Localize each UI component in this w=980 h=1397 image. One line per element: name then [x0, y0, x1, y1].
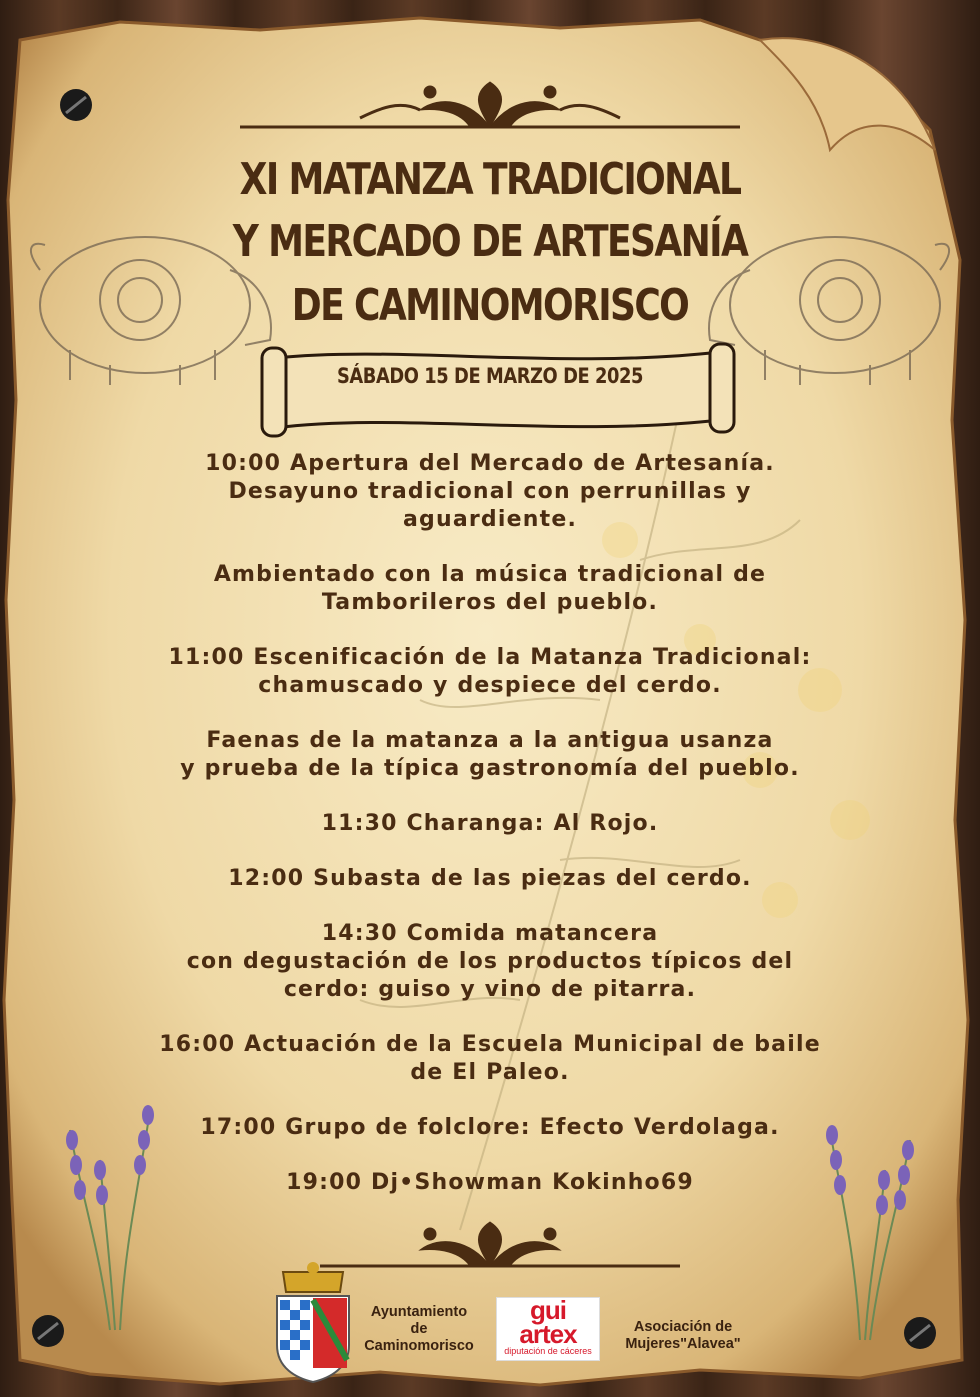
schedule-line: 19:00 Dj•Showman Kokinho69: [286, 1170, 694, 1195]
guiartex-line: gui: [530, 1295, 566, 1325]
schedule-item: [60, 727, 920, 783]
schedule-item: [60, 644, 920, 700]
title-line-2: Y MERCADO DE ARTESANÍA: [232, 216, 748, 267]
schedule-line: 11:00 Escenificación de la Matanza Tradicional:: [168, 645, 812, 670]
ayuntamiento-line: Caminomorisco: [364, 1338, 474, 1354]
schedule-item: [60, 920, 920, 1004]
guiartex-logo: [496, 1297, 600, 1361]
schedule-line: con degustación de los productos típicos del: [186, 949, 794, 974]
asociacion-label: [604, 1319, 762, 1353]
guiartex-wordmark: [497, 1295, 599, 1349]
title-line-3: DE CAMINOMORISCO: [291, 280, 689, 331]
asociacion-line: Mujeres"Alavea": [625, 1336, 741, 1352]
schedule-item: [60, 865, 920, 893]
schedule-line: Desayuno tradicional con perrunillas y: [228, 479, 752, 504]
ayuntamiento-label: [346, 1304, 492, 1355]
schedule-line: aguardiente.: [402, 507, 578, 532]
asociacion-line: Asociación de: [633, 1319, 733, 1335]
schedule-line: cerdo: guiso y vino de pitarra.: [283, 977, 697, 1002]
schedule-line: 17:00 Grupo de folclore: Efecto Verdolaga.: [200, 1115, 780, 1140]
schedule-line: 12:00 Subasta de las piezas del cerdo.: [228, 866, 752, 891]
crest-icon: [277, 1262, 349, 1382]
schedule-item: [60, 810, 920, 838]
guiartex-line: artex: [519, 1319, 577, 1349]
schedule-item: [60, 1169, 920, 1197]
ayuntamiento-line: de: [410, 1321, 428, 1337]
event-date: SÁBADO 15 DE MARZO DE 2025: [336, 364, 644, 388]
title-line-1: XI MATANZA TRADICIONAL: [239, 154, 741, 205]
schedule-item: [60, 1031, 920, 1087]
schedule-line: 11:30 Charanga: Al Rojo.: [321, 811, 659, 836]
schedule-line: 14:30 Comida matancera: [321, 921, 659, 946]
schedule-item: [60, 561, 920, 617]
schedule-line: 16:00 Actuación de la Escuela Municipal de baile: [159, 1032, 821, 1057]
scroll-banner-icon: [262, 344, 734, 436]
schedule-line: Tamborileros del pueblo.: [321, 590, 659, 615]
schedule-line: 10:00 Apertura del Mercado de Artesanía.: [205, 451, 775, 476]
schedule-line: Faenas de la matanza a la antigua usanza: [206, 728, 774, 753]
schedule-line: de El Paleo.: [410, 1060, 570, 1085]
schedule-item: [60, 1114, 920, 1142]
schedule-line: Ambientado con la música tradicional de: [213, 562, 767, 587]
schedule-line: chamuscado y despiece del cerdo.: [258, 673, 722, 698]
schedule-item: [60, 450, 920, 534]
schedule: [60, 450, 920, 1224]
schedule-line: y prueba de la típica gastronomía del pueblo.: [180, 756, 800, 781]
ayuntamiento-line: Ayuntamiento: [370, 1304, 468, 1320]
guiartex-subtitle: diputación de cáceres: [504, 1346, 592, 1356]
